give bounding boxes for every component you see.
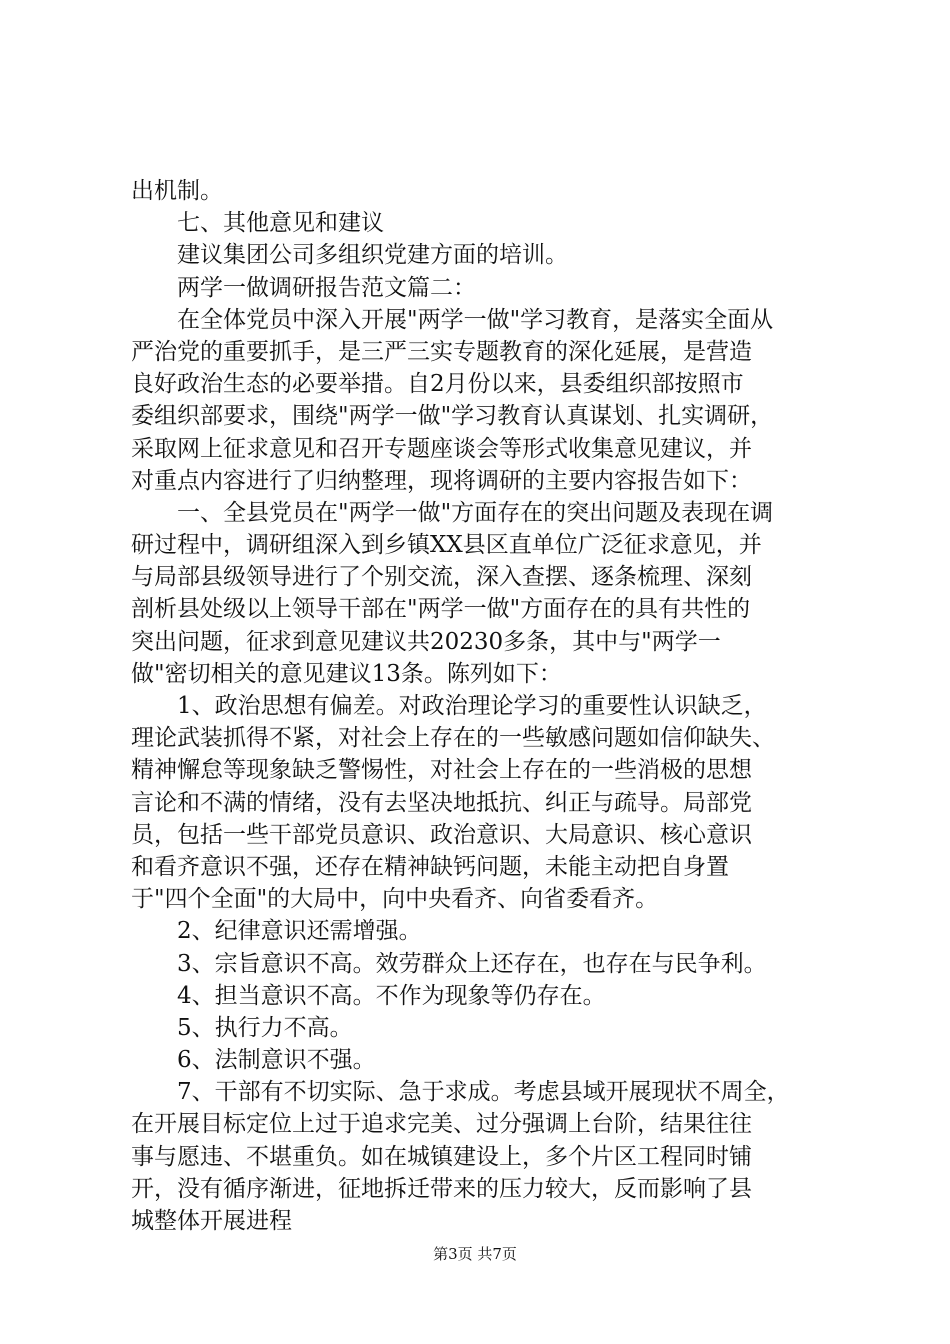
text-line: 于"四个全面"的大局中，向中央看齐、向省委看齐。 — [131, 886, 659, 913]
text-line: 研过程中，调研组深入到乡镇XX县区直单位广泛征求意见，并 — [131, 532, 762, 559]
page-footer: 第3页 共7页 — [433, 1245, 517, 1263]
text-line: 4、担当意识不高。不作为现象等仍存在。 — [177, 982, 606, 1009]
text-line: 6、法制意识不强。 — [177, 1047, 376, 1074]
text-line: 精神懈怠等现象缺乏警惕性，对社会上存在的一些消极的思想 — [131, 757, 752, 784]
text-line: 事与愿违、不堪重负。如在城镇建设上，多个片区工程同时铺 — [131, 1143, 752, 1170]
text-line: 与局部县级领导进行了个别交流，深入查摆、逐条梳理、深刻 — [131, 564, 752, 591]
text-line: 出机制。 — [131, 178, 223, 204]
text-line: 严治党的重要抓手，是三严三实专题教育的深化延展，是营造 — [131, 338, 752, 365]
text-line: 采取网上征求意见和召开专题座谈会等形式收集意见建议，并 — [131, 435, 752, 462]
text-line: 3、宗旨意识不高。效劳群众上还存在，也存在与民争利。 — [177, 950, 767, 977]
text-line: 1、政治思想有偏差。对政治理论学习的重要性认识缺乏， — [177, 693, 767, 719]
text-line: 建议集团公司多组织党建方面的培训。 — [177, 242, 568, 269]
document-body — [131, 175, 831, 1237]
text-line: 对重点内容进行了归纳整理，现将调研的主要内容报告如下： — [131, 467, 752, 494]
text-line: 突出问题，征求到意见建议共20230多条，其中与"两学一 — [131, 628, 721, 655]
text-line: 在全体党员中深入开展"两学一做"学习教育，是落实全面从 — [177, 306, 774, 333]
text-line: 开，没有循序渐进，征地拆迁带来的压力较大，反而影响了县 — [131, 1175, 752, 1202]
text-line: 委组织部要求，围绕"两学一做"学习教育认真谋划、扎实调研， — [131, 403, 774, 430]
text-line: 言论和不满的情绪，没有去坚决地抵抗、纠正与疏导。局部党 — [131, 789, 752, 816]
text-line: 两学一做调研报告范文篇二： — [177, 274, 476, 301]
text-line: 剖析县处级以上领导干部在"两学一做"方面存在的具有共性的 — [131, 596, 751, 623]
text-line: 和看齐意识不强，还存在精神缺钙问题，未能主动把自身置 — [131, 853, 729, 880]
text-line: 员，包括一些干部党员意识、政治意识、大局意识、核心意识 — [131, 821, 752, 848]
text-line: 做"密切相关的意见建议13条。陈列如下： — [131, 660, 562, 687]
text-line: 7、干部有不切实际、急于求成。考虑县域开展现状不周全， — [177, 1079, 790, 1106]
text-line: 一、全县党员在"两学一做"方面存在的突出问题及表现在调 — [177, 499, 774, 526]
text-line: 5、执行力不高。 — [177, 1014, 353, 1041]
text-line: 2、纪律意识还需增强。 — [177, 918, 422, 945]
text-line: 在开展目标定位上过于追求完美、过分强调上台阶，结果往往 — [131, 1111, 752, 1138]
text-line: 七、其他意见和建议 — [177, 210, 384, 237]
text-line: 城整体开展进程 — [131, 1208, 292, 1234]
text-line: 理论武装抓得不紧，对社会上存在的一些敏感问题如信仰缺失、 — [131, 725, 775, 752]
text-line: 良好政治生态的必要举措。自2月份以来，县委组织部按照市 — [131, 371, 744, 398]
